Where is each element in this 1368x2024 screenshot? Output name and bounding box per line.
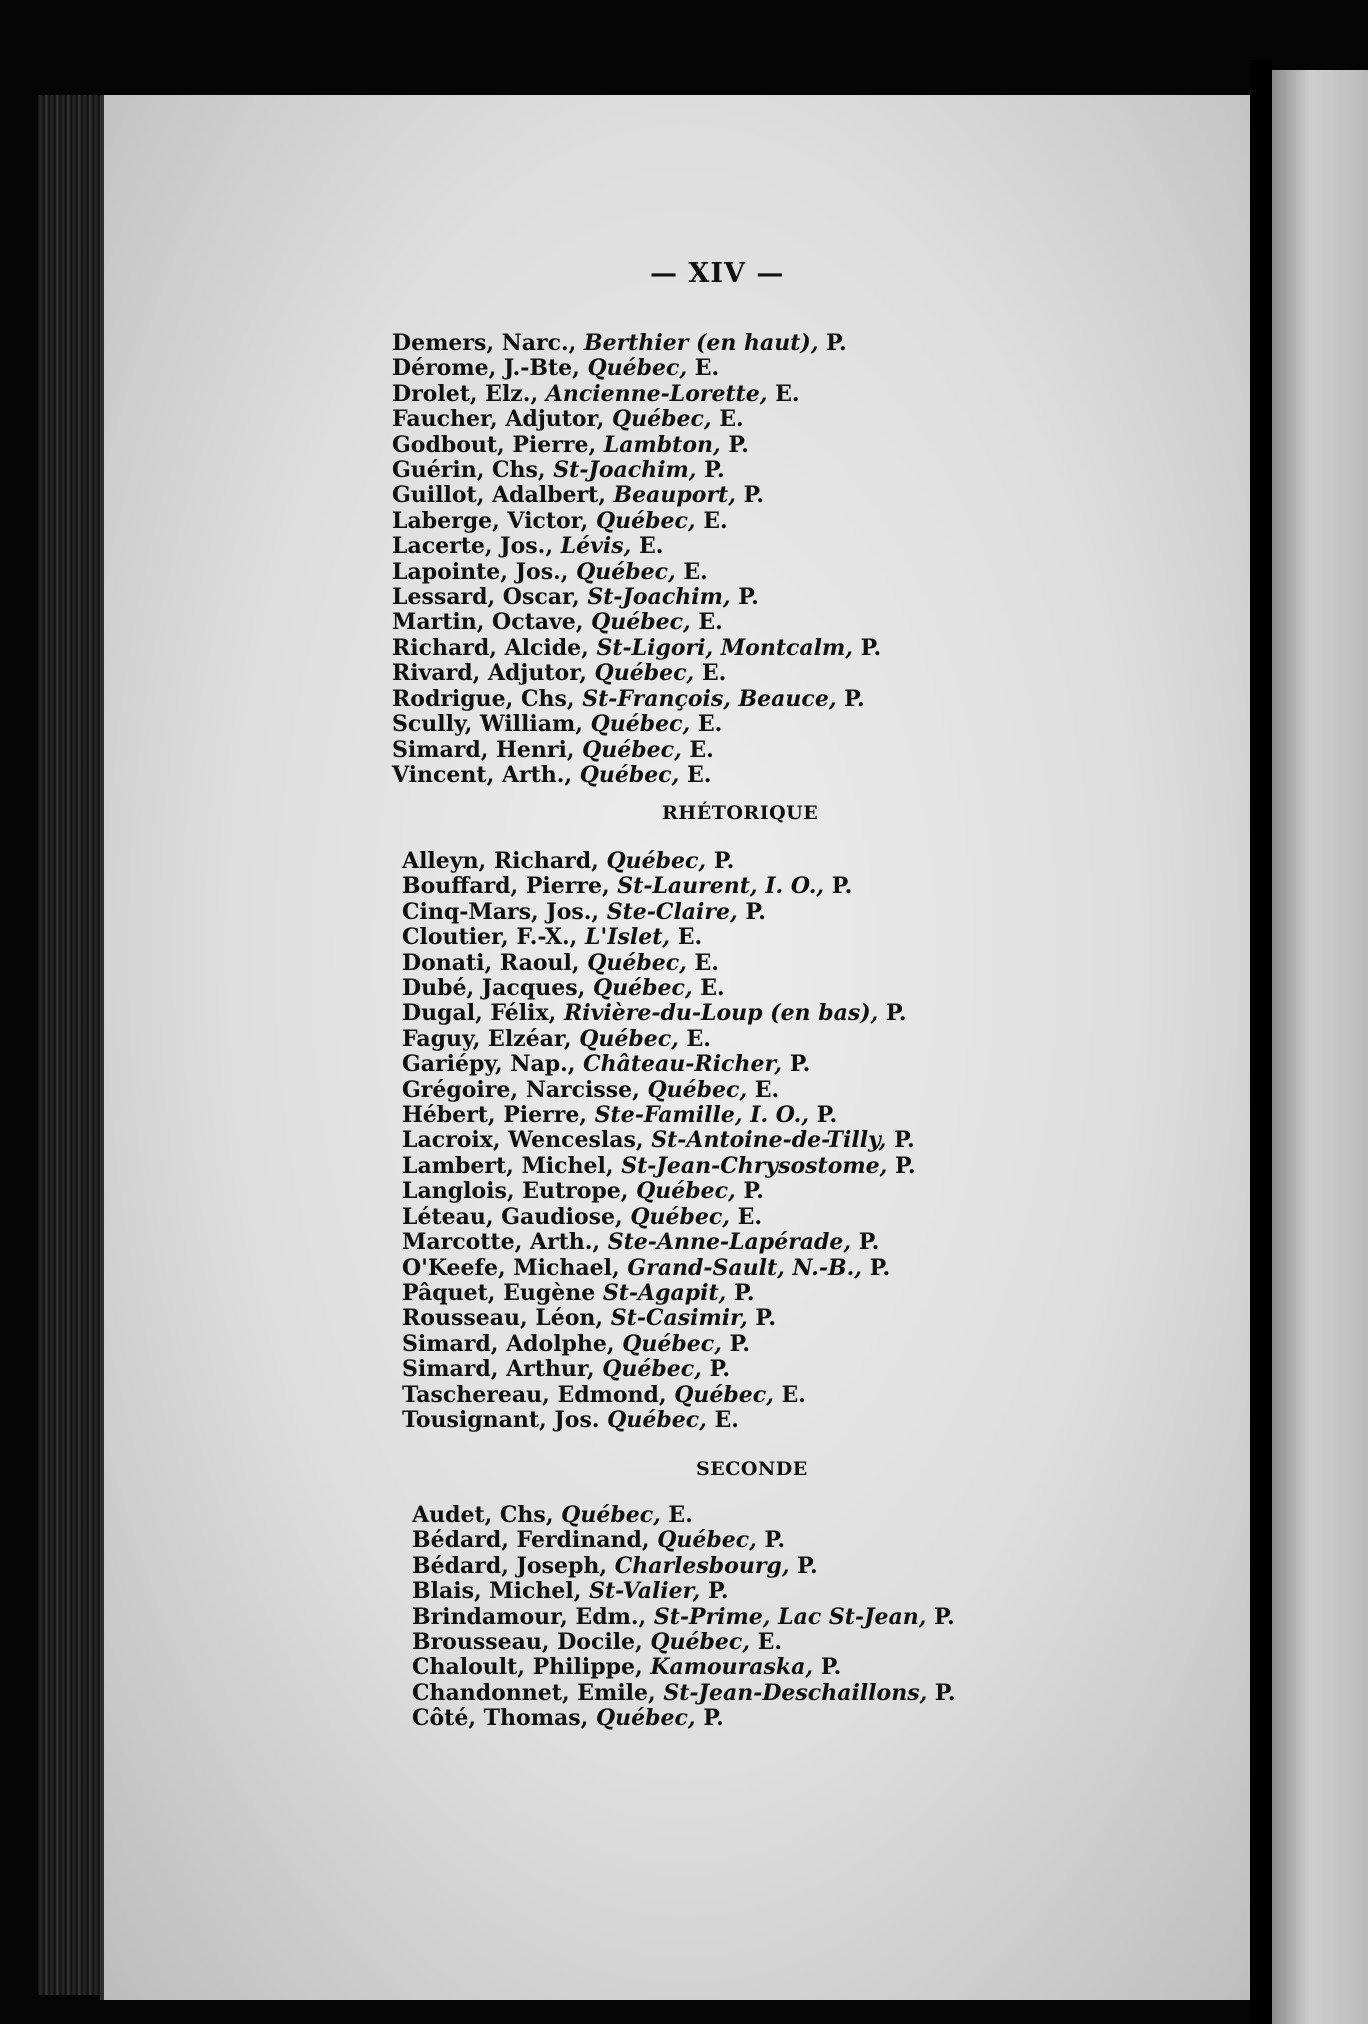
student-entry <box>402 1383 916 1408</box>
student-hometown: St-Agapit, <box>602 1279 727 1306</box>
student-hometown: St-Prime, Lac St-Jean, <box>653 1603 927 1630</box>
student-hometown: St-Jean-Chrysostome, <box>621 1152 888 1179</box>
student-entry <box>402 1357 916 1382</box>
student-name: Guérin, Chs, <box>392 457 546 484</box>
student-status: E. <box>694 355 720 382</box>
student-name: Taschereau, Edmond, <box>402 1381 667 1408</box>
student-hometown: Ste-Famille, I. O., <box>594 1102 809 1129</box>
student-status: E. <box>677 924 703 951</box>
student-entry <box>392 610 881 635</box>
student-status: E. <box>737 1203 763 1230</box>
student-name: Blais, Michel, <box>412 1578 582 1605</box>
student-name: Cinq-Mars, Jos., <box>402 898 600 925</box>
student-entry <box>392 483 881 508</box>
student-hometown: L'Islet, <box>585 924 671 951</box>
student-name: Côté, Thomas, <box>412 1705 589 1732</box>
student-status: P. <box>738 584 759 611</box>
student-status: P. <box>797 1552 818 1579</box>
student-hometown: Beauport, <box>613 482 736 509</box>
student-status: E. <box>683 558 708 585</box>
student-entry <box>412 1503 955 1528</box>
student-status: P. <box>764 1527 786 1554</box>
student-entry <box>412 1655 955 1680</box>
student-entry <box>402 925 916 950</box>
student-status: E. <box>719 406 744 433</box>
student-entry <box>392 661 881 686</box>
student-hometown: Château-Richer, <box>583 1051 783 1078</box>
student-name: Rodrigue, Chs, <box>392 685 575 712</box>
student-name: O'Keefe, Michael, <box>402 1254 620 1281</box>
student-name: Richard, Alcide, <box>392 634 589 661</box>
student-entry <box>392 687 881 712</box>
student-hometown: Québec, <box>636 1178 736 1205</box>
student-name: Donati, Raoul, <box>402 949 580 976</box>
student-status: E. <box>698 609 723 636</box>
student-entry <box>402 976 916 1001</box>
student-entry <box>402 1306 916 1331</box>
student-status: P. <box>709 1356 731 1383</box>
student-name: Langlois, Eutrope, <box>402 1178 629 1205</box>
student-status: E. <box>703 507 728 534</box>
student-status: E. <box>701 660 727 687</box>
student-name: Chaloult, Philippe, <box>412 1654 643 1681</box>
student-status: E. <box>757 1629 783 1656</box>
student-status: P. <box>934 1603 955 1630</box>
student-status: E. <box>686 761 712 788</box>
student-hometown: Lévis, <box>560 533 632 560</box>
student-name: Tousignant, Jos. <box>402 1406 600 1433</box>
student-name: Grégoire, Narcisse, <box>402 1076 640 1103</box>
student-entry <box>392 712 881 737</box>
student-name: Drolet, Elz., <box>392 380 539 407</box>
student-name: Hébert, Pierre, <box>402 1102 587 1129</box>
student-hometown: Québec, <box>630 1203 730 1230</box>
student-hometown: Charlesbourg, <box>614 1552 790 1579</box>
student-entry <box>402 1256 916 1281</box>
student-status: E. <box>754 1076 780 1103</box>
student-name: Lessard, Oscar, <box>392 584 580 611</box>
student-list-rhetorique <box>402 849 916 1433</box>
student-status: P. <box>885 1000 907 1027</box>
student-entry <box>392 560 881 585</box>
student-status: E. <box>714 1406 739 1433</box>
student-status: P. <box>820 1654 842 1681</box>
student-hometown: Québec, <box>587 949 687 976</box>
student-status: E. <box>781 1381 806 1408</box>
student-status: P. <box>789 1051 811 1078</box>
student-name: Chandonnet, Emile, <box>412 1679 656 1706</box>
student-entry <box>402 900 916 925</box>
student-hometown: Ste-Claire, <box>606 898 738 925</box>
student-name: Simard, Arthur, <box>402 1356 595 1383</box>
student-name: Lacroix, Wenceslas, <box>402 1127 644 1154</box>
student-entry <box>402 1078 916 1103</box>
student-status: P. <box>728 431 749 458</box>
student-name: Rousseau, Léon, <box>402 1305 604 1332</box>
student-status: P. <box>934 1679 956 1706</box>
student-hometown: Grand-Sault, N.-B., <box>627 1254 862 1281</box>
student-name: Faguy, Elzéar, <box>402 1025 572 1052</box>
student-name: Laberge, Victor, <box>392 507 589 534</box>
student-hometown: St-Joachim, <box>553 457 697 484</box>
student-hometown: Québec, <box>594 660 695 687</box>
student-status: E. <box>668 1502 693 1528</box>
student-hometown: Québec, <box>596 507 696 534</box>
student-status: E. <box>697 711 723 738</box>
student-hometown: Rivière-du-Loup (en bas), <box>563 1000 879 1027</box>
student-hometown: Québec, <box>592 975 693 1002</box>
student-entry <box>392 585 881 610</box>
section-heading-seconde: SECONDE <box>696 1458 808 1480</box>
student-status: E. <box>689 736 714 763</box>
section-heading-rhetorique: RHÉTORIQUE <box>662 802 819 824</box>
student-entry <box>402 1154 916 1179</box>
student-hometown: Québec, <box>590 711 691 738</box>
student-hometown: St-Antoine-de-Tilly, <box>651 1127 887 1154</box>
student-entry <box>402 1103 916 1128</box>
student-status: E. <box>638 533 664 560</box>
student-hometown: Lambton, <box>603 431 721 458</box>
student-entry <box>392 458 881 483</box>
student-name: Bouffard, Pierre, <box>402 873 610 900</box>
student-status: P. <box>860 634 882 661</box>
student-name: Pâquet, Eugène <box>402 1279 596 1306</box>
student-hometown: Québec, <box>622 1330 722 1357</box>
student-status: P. <box>816 1102 838 1129</box>
student-entry <box>402 1230 916 1255</box>
student-entry <box>402 874 916 899</box>
student-name: Alleyn, Richard, <box>402 848 599 874</box>
student-hometown: Québec, <box>611 406 712 433</box>
student-hometown: Berthier (en haut), <box>584 330 819 356</box>
student-name: Simard, Adolphe, <box>402 1330 615 1357</box>
student-hometown: St-Jean-Deschaillons, <box>663 1679 928 1706</box>
student-status: P. <box>704 457 725 484</box>
student-name: Léteau, Gaudiose, <box>402 1203 623 1230</box>
student-name: Cloutier, F.-X., <box>402 924 578 951</box>
student-hometown: Québec, <box>576 558 676 585</box>
student-entry <box>412 1579 955 1604</box>
student-hometown: St-Casimir, <box>610 1305 748 1332</box>
student-name: Dugal, Félix, <box>402 1000 557 1027</box>
student-status: P. <box>707 1578 729 1605</box>
student-entry <box>412 1554 955 1579</box>
student-entry <box>412 1706 955 1731</box>
student-entry <box>412 1681 955 1706</box>
student-entry <box>402 951 916 976</box>
student-name: Guillot, Adalbert, <box>392 482 606 509</box>
student-status: P. <box>734 1279 755 1306</box>
student-entry <box>392 407 881 432</box>
student-hometown: Kamouraska, <box>650 1654 814 1681</box>
student-hometown: St-Ligori, Montcalm, <box>596 634 853 661</box>
student-name: Demers, Narc., <box>392 330 577 356</box>
student-status: E. <box>775 380 800 407</box>
student-hometown: Québec, <box>607 1406 707 1433</box>
student-name: Faucher, Adjutor, <box>392 406 605 433</box>
student-hometown: Ancienne-Lorette, <box>545 380 768 407</box>
student-status: E. <box>700 975 725 1002</box>
student-hometown: Québec, <box>595 1705 696 1732</box>
student-entry <box>402 1205 916 1230</box>
student-status: P. <box>713 848 735 874</box>
student-status: P. <box>729 1330 751 1357</box>
student-name: Scully, William, <box>392 711 583 738</box>
student-hometown: Québec, <box>657 1527 757 1554</box>
student-entry <box>412 1528 955 1553</box>
student-hometown: Québec, <box>561 1502 661 1528</box>
page-number: — XIV — <box>650 258 785 289</box>
student-hometown: Québec, <box>579 1025 679 1052</box>
student-hometown: Québec, <box>582 736 682 763</box>
student-entry <box>402 1001 916 1026</box>
student-hometown: Québec, <box>591 609 691 636</box>
student-status: P. <box>844 685 865 712</box>
student-hometown: St-Valier, <box>589 1578 701 1605</box>
student-status: P. <box>894 1152 916 1179</box>
student-entry <box>392 331 881 356</box>
student-entry <box>402 849 916 874</box>
student-name: Lacerte, Jos., <box>392 533 553 560</box>
student-hometown: Québec, <box>606 848 707 874</box>
student-hometown: Québec, <box>602 1356 702 1383</box>
student-hometown: St-Laurent, I. O., <box>617 873 825 900</box>
student-status: P. <box>743 1178 764 1205</box>
student-entry <box>412 1605 955 1630</box>
student-name: Bédard, Ferdinand, <box>412 1527 650 1554</box>
student-hometown: Québec, <box>650 1629 750 1656</box>
student-name: Godbout, Pierre, <box>392 431 597 458</box>
student-entry <box>402 1408 916 1433</box>
student-name: Audet, Chs, <box>412 1502 554 1528</box>
student-entry <box>392 636 881 661</box>
student-name: Brindamour, Edm., <box>412 1603 647 1630</box>
student-name: Dérome, J.-Bte, <box>392 355 580 382</box>
student-entry <box>392 382 881 407</box>
student-status: P. <box>858 1229 880 1256</box>
student-name: Simard, Henri, <box>392 736 575 763</box>
student-status: P. <box>745 898 766 925</box>
student-name: Gariépy, Nap., <box>402 1051 576 1078</box>
student-status: P. <box>743 482 765 509</box>
student-status: P. <box>869 1254 891 1281</box>
student-name: Lapointe, Jos., <box>392 558 569 585</box>
student-hometown: Ste-Anne-Lapérade, <box>607 1229 852 1256</box>
student-status: E. <box>686 1025 711 1052</box>
student-list-top <box>392 331 881 788</box>
student-status: P. <box>755 1305 776 1332</box>
student-entry <box>402 1281 916 1306</box>
student-hometown: Québec, <box>579 761 680 788</box>
student-entry <box>392 356 881 381</box>
student-name: Marcotte, Arth., <box>402 1229 601 1256</box>
student-entry <box>402 1027 916 1052</box>
student-entry <box>402 1052 916 1077</box>
student-entry <box>392 433 881 458</box>
student-hometown: Québec, <box>587 355 688 382</box>
student-status: P. <box>703 1705 724 1732</box>
student-status: E. <box>694 949 719 976</box>
student-name: Martin, Octave, <box>392 609 584 636</box>
student-entry <box>392 763 881 788</box>
student-name: Dubé, Jacques, <box>402 975 586 1002</box>
student-entry <box>392 534 881 559</box>
student-entry <box>402 1128 916 1153</box>
student-entry <box>392 738 881 763</box>
student-name: Brousseau, Docile, <box>412 1629 643 1656</box>
student-entry <box>402 1179 916 1204</box>
student-entry <box>402 1332 916 1357</box>
student-hometown: Québec, <box>674 1381 774 1408</box>
student-status: P. <box>826 330 847 356</box>
student-hometown: Québec, <box>647 1076 748 1103</box>
student-entry <box>412 1630 955 1655</box>
student-name: Rivard, Adjutor, <box>392 660 587 687</box>
student-name: Vincent, Arth., <box>392 761 573 788</box>
student-name: Lambert, Michel, <box>402 1152 614 1179</box>
student-hometown: St-François, Beauce, <box>582 685 837 712</box>
student-list-seconde <box>412 1503 955 1732</box>
student-status: P. <box>831 873 853 900</box>
student-entry <box>392 509 881 534</box>
student-name: Bédard, Joseph, <box>412 1552 608 1579</box>
student-status: P. <box>894 1127 915 1154</box>
student-hometown: St-Joachim, <box>587 584 731 611</box>
